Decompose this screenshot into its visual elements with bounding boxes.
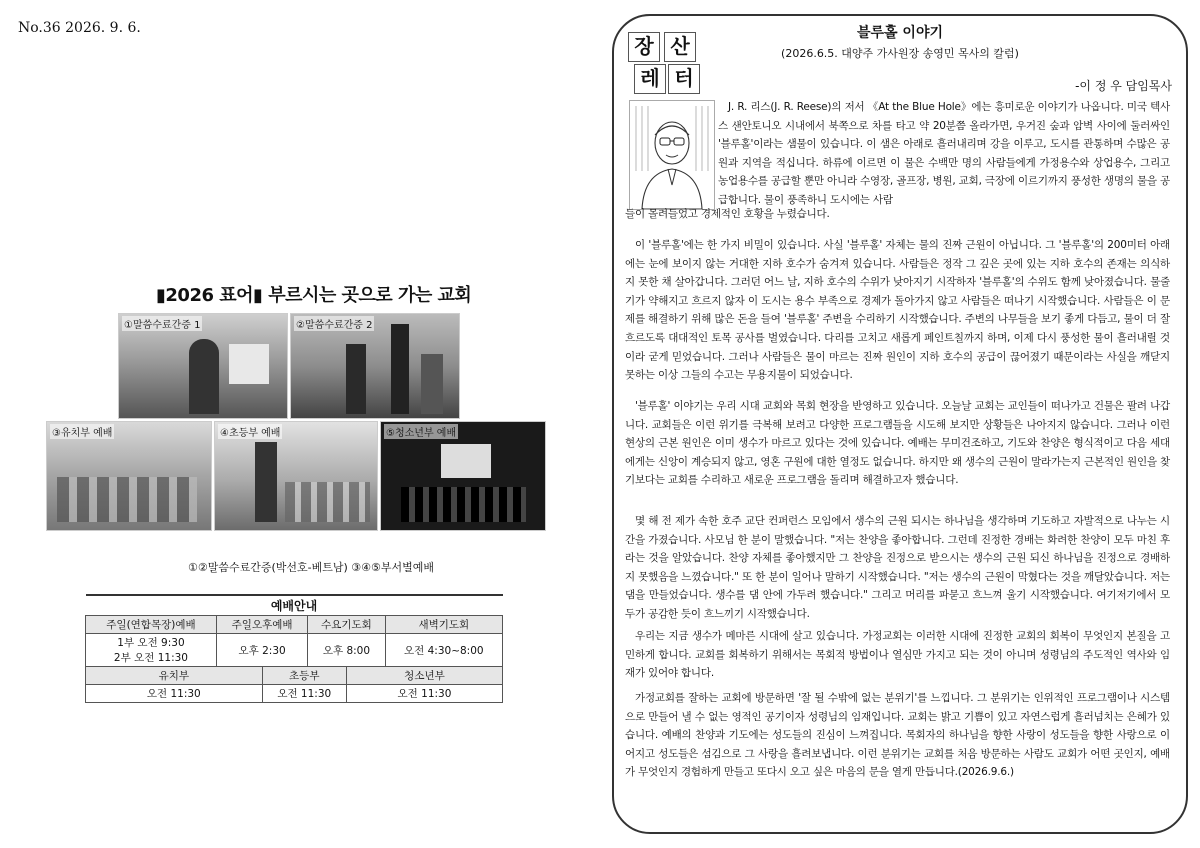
- photo-kindergarten: [46, 421, 212, 531]
- cell-sunday-afternoon: 오후 2:30: [216, 634, 307, 667]
- cell-wednesday: 오후 8:00: [308, 634, 385, 667]
- photo-elementary: [214, 421, 378, 531]
- column-author: -이 정 우 담임목사: [1075, 79, 1172, 93]
- paragraph-6: 가정교회를 잘하는 교회에 방문하면 '잘 될 수밖에 없는 분위기'를 느낍니다. 그 분위기는 인위적인 프로그램이나 시스템으로 만들어 낼 수 없는 영적인 공기이자 성령님의 임재입니다. 교회는 밝고 기쁨이 있고 자연스럽게 흘러넘치는 은혜가 있습니다. 예배의 찬양과 기도에는 성도들의 진심이 느껴집니다. 목회자의 하나님을 향한 사랑이 성도들을 향한 사랑으로 이어지고 성도들은 섬김으로 그 사랑을 흘려보냅니다. 이런 분위기는 교회를 처음 방문하는 사람도 교회가 어떤 곳인지, 예배가 무엇인지 경험하게 만들고 또다시 오고 싶은 마음의 문을 열게 만듭니다.(2026.9.6.): [625, 692, 1170, 779]
- header-sunday-main: 주일(연합목장)예배: [86, 616, 217, 634]
- cell-elementary: 오전 11:30: [262, 685, 346, 703]
- stamp-char-1: 장: [628, 32, 660, 62]
- cell-sunday-second: 2부 오전 11:30: [113, 652, 188, 664]
- photo-testimony-2: [290, 313, 460, 419]
- cell-sunday-first: 1부 오전 9:30: [117, 637, 185, 649]
- paragraph-1: J. R. 리스(J. R. Reese)의 저서 《At the Blue Hole》에는 흥미로운 이야기가 나옵니다. 미국 텍사스 샌안토니오 시내에서 북쪽으로 차를 타고 약 20분쯤 올라가면, 우거진 숲과 암벽 사이에 둘러싸인 '블루홀'이라는 샘물이 있습니다. 이 샘은 아래로 흘러내리며 강을 이루고, 도시를 관통하며 수많은 공원과 지역을 적십니다. 하류에 이르면 이 물은 수백만 명의 사람들에게 가정용수와 상업용수, 그리고 농업용수를 공급할 뿐만 아니라 수영장, 골프장, 병원, 교회, 극장에 이르기까지 풍성한 생명의 물을 공급합니다. 물이 풍족하니 도시에는 사람: [718, 101, 1170, 206]
- service-schedule-table: [85, 594, 503, 703]
- header-elementary: 초등부: [262, 667, 346, 685]
- photo-caption-3: ③유치부 예배: [50, 424, 114, 439]
- stamp-char-4: 터: [668, 64, 700, 94]
- cell-sunday-main: [86, 634, 217, 667]
- photo-youth: [380, 421, 546, 531]
- header-wednesday: 수요기도회: [308, 616, 385, 634]
- photo-testimony-1: [118, 313, 288, 419]
- service-schedule-title: 예배안내: [86, 595, 503, 616]
- pastor-portrait: [629, 100, 715, 210]
- stamp-char-2: 산: [664, 32, 696, 62]
- column-title: 블루홀 이야기: [856, 25, 944, 41]
- paragraph-1-end: 들이 몰려들었고 경제적인 호황을 누렸습니다.: [625, 208, 830, 220]
- header-youth: 청소년부: [346, 667, 502, 685]
- photos-caption: ①②말씀수료간증(박선호-베트남) ③④⑤부서별예배: [188, 561, 434, 574]
- year-motto: ▮2026 표어▮ 부르시는 곳으로 가는 교회: [156, 285, 472, 306]
- photo-caption-1: ①말씀수료간증 1: [122, 316, 202, 331]
- cell-kindergarten: 오전 11:30: [86, 685, 263, 703]
- paragraph-3: '블루홀' 이야기는 우리 시대 교회와 목회 현장을 반영하고 있습니다. 오늘날 교회는 교인들이 떠나가고 건물은 팔려 나갑니다. 교회들은 이런 위기를 극복해 보려고 다양한 프로그램들을 시도해 보지만 상황들은 나아지지 않습니다. 그러나 이런 현상의 근본 원인은 이미 생수가 마르고 있다는 것에 있습니다. 예배는 무미건조하고, 기도와 찬양은 형식적이고 다음 세대에게는 신앙이 계승되지 않고, 영혼 구원에 대한 열정도 없습니다. 하지만 왜 생수의 근원이 말라가는지 근본적인 원인을 찾기보다는 교회를 수리하고 새로운 프로그램을 돌리며 해결하고자 했습니다.: [625, 400, 1170, 487]
- header-dawn: 새벽기도회: [385, 616, 502, 634]
- cell-dawn: 오전 4:30~8:00: [385, 634, 502, 667]
- photo-caption-4: ④초등부 예배: [218, 424, 282, 439]
- issue-number: No.36 2026. 9. 6.: [18, 20, 141, 36]
- paragraph-4: 몇 해 전 제가 속한 호주 교단 컨퍼런스 모임에서 생수의 근원 되시는 하나님을 생각하며 기도하고 자발적으로 나누는 시간을 가졌습니다. 사모님 한 분이 말했습니다. "저는 찬양을 좋아합니다. 그런데 진정한 경배는 화려한 찬양이 모두 마친 후라는 것을 알았습니다. 찬양 자체를 좋아했지만 그 찬양을 진정으로 받으시는 생수의 근원 되신 하나님을 진정으로 경배하지 못했음을 느꼈습니다." 또 한 분이 일어나 말하기 시작했습니다. "저는 생수의 근원이 막혔다는 것을 깨달았습니다. 저는 댐을 만들었습니다. 생수를 댐 안에 가두려 했습니다." 그리고 머리를 파묻고 흐느껴 울기 시작했습니다. 여기저기에서 모두가 공감한 듯이 흐느끼기 시작했습니다.: [625, 515, 1170, 620]
- photo-caption-2: ②말씀수료간증 2: [294, 316, 374, 331]
- paragraph-5: 우리는 지금 생수가 메마른 시대에 살고 있습니다. 가정교회는 이러한 시대에 진정한 교회의 회복이 무엇인지 본질을 고민하게 합니다. 교회를 회복하기 위해서는 목회적 방법이나 열심만 가지고 되는 것이 아니며 성령님의 주도적인 역사와 임재가 있어야 합니다.: [625, 630, 1170, 680]
- column-subtitle: (2026.6.5. 대양주 가사원장 송영민 목사의 칼럼): [781, 47, 1019, 60]
- photo-caption-5: ⑤청소년부 예배: [384, 424, 458, 439]
- stamp-char-3: 레: [634, 64, 666, 94]
- header-kindergarten: 유치부: [86, 667, 263, 685]
- paragraph-2: 이 '블루홀'에는 한 가지 비밀이 있습니다. 사실 '블루홀' 자체는 물의 진짜 근원이 아닙니다. 그 '블루홀'의 200미터 아래에는 눈에 보이지 않는 거대한 지하 호수가 숨겨져 있습니다. 사람들은 정작 그 깊은 곳에 있는 지하 호수의 존재는 의식하지 못한 채 살아갑니다. 그러던 어느 날, 지하 호수의 수위가 낮아지기 시작하자 '블루홀'의 수위도 함께 낮아졌습니다. 물줄기가 약해지고 흐르지 않자 이 도시는 용수 부족으로 경제가 돌아가지 않고 사람들은 떠나기 시작했습니다. 사람들은 이 문제를 해결하기 위해 많은 돈을 들여 '블루홀' 주변을 수리하기 시작했습니다. 주변의 나무들을 보기 좋게 다듬고, 물이 더 잘 흐르도록 대대적인 토목 공사를 벌였습니다. 다리를 고치고 새롭게 페인트칠까지 하며, 이제 다시 풍성한 물이 흘러내릴 것이라 굳게 믿었습니다. 그러나 사람들은 물이 마르는 진짜 원인이 지하 호수의 공급이 끊어졌기 때문이라는 사실을 깨닫지 못하는 이상 그들의 수고는 무용지물이 되었습니다.: [625, 239, 1170, 382]
- cell-youth: 오전 11:30: [346, 685, 502, 703]
- header-sunday-afternoon: 주일오후예배: [216, 616, 307, 634]
